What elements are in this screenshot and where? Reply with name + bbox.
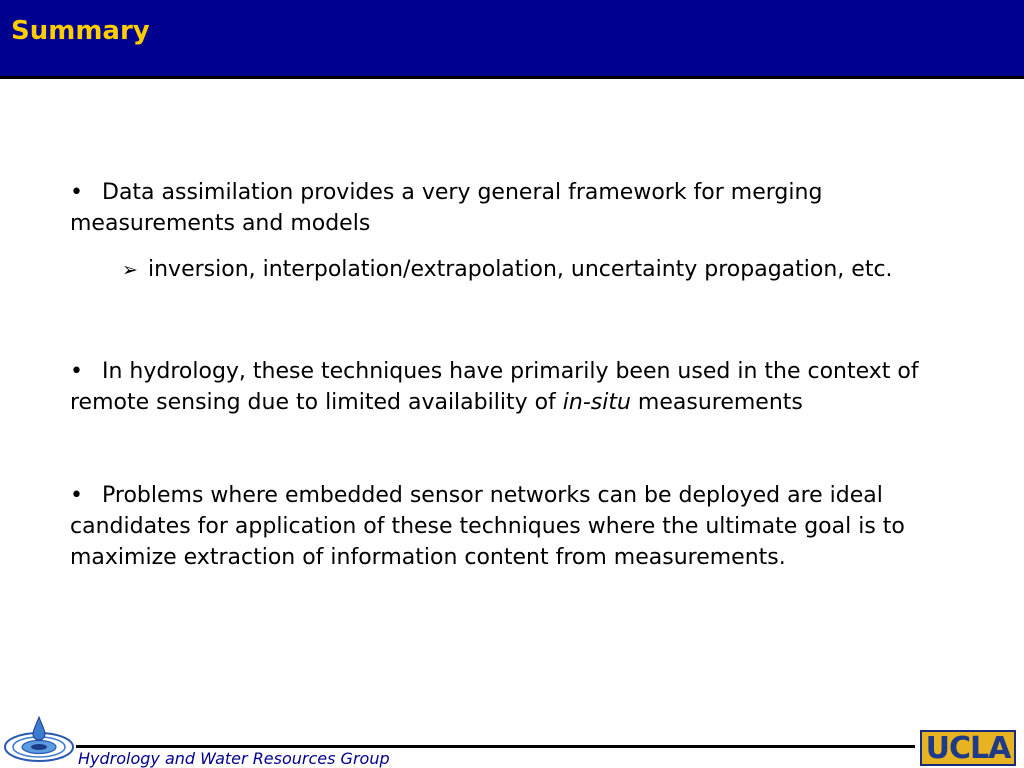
bullet-marker: • [70, 180, 83, 205]
ucla-logo-text: UCLA [925, 731, 1011, 766]
slide-title: Summary [11, 16, 150, 46]
bullet-text: measurements [630, 390, 803, 415]
bullet-item [70, 356, 960, 418]
water-drop-globe-icon [2, 711, 76, 767]
footer-group-name: Hydrology and Water Resources Group [78, 749, 390, 768]
bullet-item [70, 177, 960, 239]
bullet-marker: • [70, 359, 83, 384]
ucla-logo [920, 730, 1016, 766]
sub-bullet-item [122, 254, 960, 286]
bullet-marker: • [70, 483, 83, 508]
bullet-item [70, 480, 960, 573]
slide-content [70, 177, 960, 573]
bullet-text: Data assimilation provides a very general framework for merging measurements and models [70, 180, 823, 236]
bullet-text: Problems where embedded sensor networks can be deployed are ideal candidates for application of these techniques where the ultimate goal is to maximize extraction of information content from measurements. [70, 483, 905, 570]
title-bar [0, 0, 1024, 79]
sub-bullet-text: inversion, interpolation/extrapolation, uncertainty propagation, etc. [148, 257, 893, 282]
bullet-text-italic: in-situ [562, 390, 631, 415]
arrow-bullet-icon: ➢ [122, 259, 138, 281]
bullet-text: In hydrology, these techniques have primarily been used in the context of remote sensing due to limited availability of [70, 359, 919, 415]
footer-divider [76, 745, 915, 748]
